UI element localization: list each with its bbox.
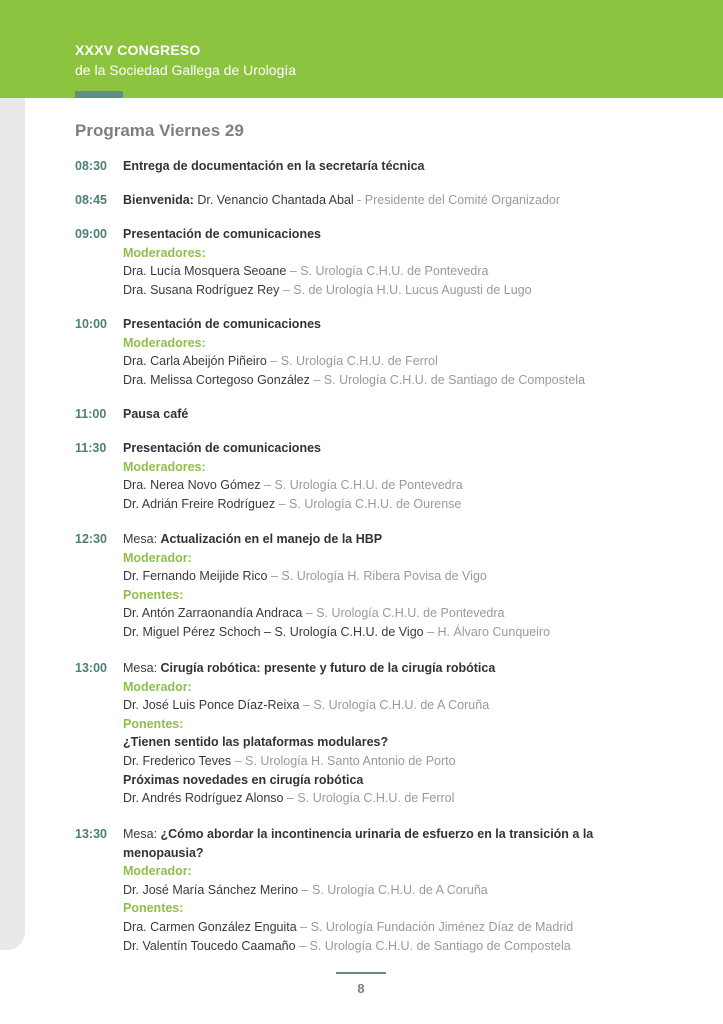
affiliation: – S. Urología H. Santo Antonio de Porto xyxy=(231,753,456,768)
person-name: Dra. Susana Rodríguez Rey xyxy=(123,282,280,297)
affiliation: – S. Urología C.H.U. de Ferrol xyxy=(266,354,438,369)
mesa-prefix: Mesa: xyxy=(123,661,161,675)
entry-body xyxy=(123,191,668,210)
affiliation: – S. Urología Fundación Jiménez Díaz de Madrid xyxy=(296,919,574,934)
person-name: Dr. Adrián Freire Rodríguez xyxy=(123,496,276,511)
person-line xyxy=(123,752,668,771)
entry-time: 11:30 xyxy=(75,441,107,455)
moderator-label: Moderador: xyxy=(123,864,192,879)
affiliation: – S. Urología C.H.U. de Santiago de Compostela xyxy=(309,372,586,387)
page-title: Programa Viernes 29 xyxy=(75,121,244,140)
entry-title: Pausa café xyxy=(123,407,189,421)
person-line xyxy=(123,567,668,586)
entry-body xyxy=(123,405,668,424)
person-line xyxy=(123,623,668,642)
entry-time: 13:00 xyxy=(75,661,107,675)
entry-time: 09:00 xyxy=(75,227,107,241)
person-name: Dr. José Luis Ponce Díaz-Reixa xyxy=(123,698,300,713)
header-accent-tab xyxy=(75,91,123,98)
moderator-label: Moderador: xyxy=(123,679,192,694)
talk-topic: Próximas novedades en cirugía robótica xyxy=(123,772,364,787)
person-name: Dra. Carla Abeijón Piñeiro xyxy=(123,354,267,369)
moderators-label: Moderadores: xyxy=(123,245,206,260)
entry-body xyxy=(123,530,668,642)
entry-time: 08:45 xyxy=(75,193,107,207)
person-name: Dr. Frederico Teves xyxy=(123,753,232,768)
mesa-prefix: Mesa: xyxy=(123,827,161,841)
moderators-label: Moderadores: xyxy=(123,459,206,474)
entry-title: Presentación de comunicaciones xyxy=(123,227,321,241)
moderators-label: Moderadores: xyxy=(123,335,206,350)
person-name: Dr. Venancio Chantada Abal xyxy=(193,193,354,207)
entry-title: Entrega de documentación en la secretaría técnica xyxy=(123,159,425,173)
speakers-label: Ponentes: xyxy=(123,716,184,731)
person-line xyxy=(123,281,668,300)
person-name: Dr. José María Sánchez Merino xyxy=(123,882,299,897)
entry-body xyxy=(123,157,668,176)
affiliation: – S. Urología C.H.U. de Ourense xyxy=(275,496,462,511)
person-line xyxy=(123,881,668,900)
entry-title: Cirugía robótica: presente y futuro de la cirugía robótica xyxy=(160,661,496,675)
person-name: Dra. Carmen González Enguita xyxy=(123,919,297,934)
person-name: Dr. Valentín Toucedo Caamaño xyxy=(123,938,296,953)
affiliation: – S. Urología C.H.U. de Santiago de Compostela xyxy=(295,938,571,953)
person-line xyxy=(123,789,668,808)
affiliation: - Presidente del Comité Organizador xyxy=(353,193,561,207)
person-line xyxy=(123,696,668,715)
speakers-label: Ponentes: xyxy=(123,901,184,916)
affiliation: – S. Urología C.H.U. de A Coruña xyxy=(299,698,490,713)
person-name: Dr. Antón Zarraonandía Andraca xyxy=(123,606,303,621)
side-margin-bar xyxy=(0,98,25,950)
person-line xyxy=(123,918,668,937)
person-line xyxy=(123,371,668,390)
congress-title: XXXV CONGRESO xyxy=(75,42,201,58)
person-name: Dr. Miguel Pérez Schoch – S. Urología C.H.U. de Vigo xyxy=(123,624,424,639)
person-name: Dra. Melissa Cortegoso González xyxy=(123,372,310,387)
person-name: Dra. Lucía Mosquera Seoane xyxy=(123,264,287,279)
entry-body xyxy=(123,315,668,389)
entry-body xyxy=(123,659,668,808)
affiliation: – S. Urología C.H.U. de Pontevedra xyxy=(302,606,505,621)
footer-divider xyxy=(336,972,386,974)
entry-body xyxy=(123,439,668,513)
entry-title: Actualización en el manejo de la HBP xyxy=(160,532,383,546)
entry-time: 10:00 xyxy=(75,317,107,331)
person-line xyxy=(123,495,668,514)
person-line xyxy=(123,352,668,371)
entry-time: 08:30 xyxy=(75,159,107,173)
affiliation: – S. Urología C.H.U. de A Coruña xyxy=(298,882,488,897)
society-name: de la Sociedad Gallega de Urología xyxy=(75,62,297,78)
speakers-label: Ponentes: xyxy=(123,587,184,602)
affiliation: – S. Urología H. Ribera Povisa de Vigo xyxy=(267,569,487,584)
person-name: Dr. Fernando Meijide Rico xyxy=(123,569,268,584)
page-number: 8 xyxy=(357,981,365,996)
entry-title: Presentación de comunicaciones xyxy=(123,317,321,331)
entry-time: 12:30 xyxy=(75,532,107,546)
moderator-label: Moderador: xyxy=(123,550,192,565)
person-line xyxy=(123,604,668,623)
entry-time: 13:30 xyxy=(75,827,107,841)
person-line xyxy=(123,937,668,956)
entry-body xyxy=(123,225,668,299)
entry-title: Bienvenida: xyxy=(123,193,194,207)
affiliation: – S. Urología C.H.U. de Pontevedra xyxy=(260,478,463,493)
entry-title: Presentación de comunicaciones xyxy=(123,441,321,455)
talk-topic: ¿Tienen sentido las plataformas modulares? xyxy=(123,735,389,750)
person-line xyxy=(123,262,668,281)
person-name: Dra. Nerea Novo Gómez xyxy=(123,478,261,493)
entry-title: ¿Cómo abordar la incontinencia urinaria de esfuerzo en la transición a la menopausia? xyxy=(123,827,594,860)
affiliation: – S. de Urología H.U. Lucus Augusti de Lugo xyxy=(279,282,532,297)
person-name: Dr. Andrés Rodríguez Alonso xyxy=(123,791,284,806)
affiliation: – S. Urología C.H.U. de Pontevedra xyxy=(286,264,489,279)
affiliation: – H. Álvaro Cunqueiro xyxy=(423,624,551,639)
person-line xyxy=(123,476,668,495)
header-banner xyxy=(0,0,723,98)
affiliation: – S. Urología C.H.U. de Ferrol xyxy=(283,791,455,806)
mesa-prefix: Mesa: xyxy=(123,532,161,546)
entry-time: 11:00 xyxy=(75,407,107,421)
entry-body xyxy=(123,825,668,955)
